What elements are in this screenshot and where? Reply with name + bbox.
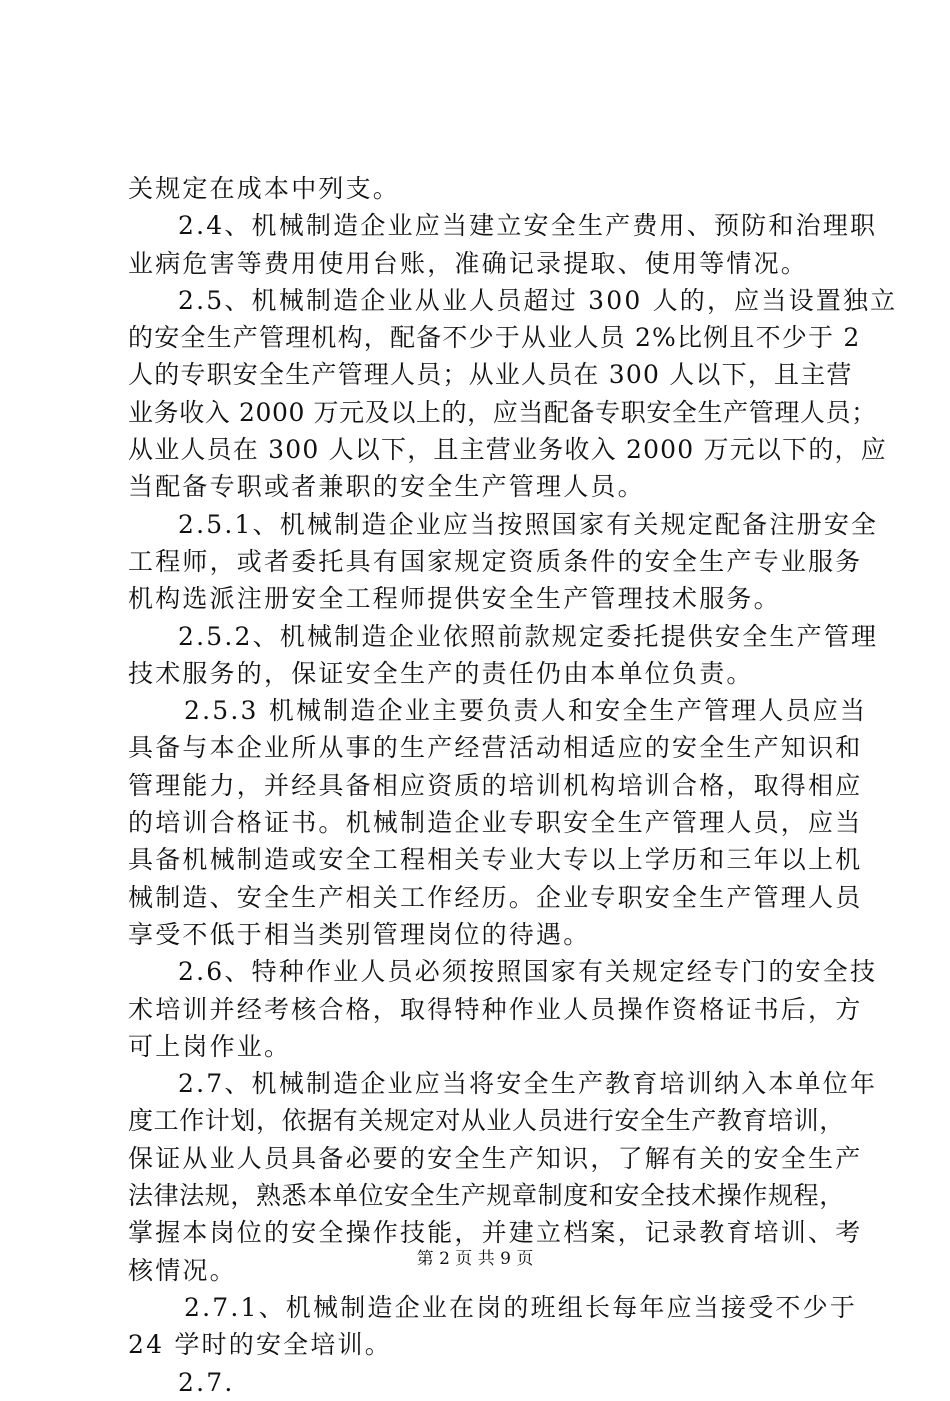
text-line: 关规定在成本中列支。 — [128, 174, 401, 203]
text-line: 管理能力，并经具备相应资质的培训机构培训合格，取得相应 — [128, 770, 863, 800]
page-number-footer: 第 2 页 共 9 页 — [416, 1249, 534, 1269]
text-line: 的培训合格证书。机械制造企业专职安全生产管理人员，应当 — [128, 808, 863, 838]
text-line: 技术服务的，保证安全生产的责任仍由本单位负责。 — [128, 658, 754, 688]
text-line: 械制造、安全生产相关工作经历。企业专职安全生产管理人员 — [128, 882, 863, 912]
text-line: 24 学时的安全培训。 — [128, 1330, 392, 1360]
text-line: 2.7. — [178, 1367, 235, 1397]
text-line: 2.6、特种作业人员必须按照国家有关规定经专门的安全技 — [178, 957, 878, 987]
text-line: 2.7、机械制造企业应当将安全生产教育培训纳入本单位年 — [178, 1069, 878, 1099]
text-line: 2.5.2、机械制造企业依照前款规定委托提供安全生产管理 — [178, 621, 879, 651]
document-body — [128, 170, 898, 1401]
text-line: 享受不低于相当类别管理岗位的待遇。 — [128, 919, 591, 949]
text-line: 可上岗作业。 — [128, 1031, 292, 1061]
text-line: 2.5、机械制造企业从业人员超过 300 人的，应当设置独立 — [178, 285, 898, 315]
text-line: 掌握本岗位的安全操作技能，并建立档案，记录教育培训、考 — [128, 1218, 863, 1248]
text-line: 人的专职安全生产管理人员；从业人员在 300 人以下，且主营 — [128, 360, 853, 390]
text-line: 保证从业人员具备必要的安全生产知识，了解有关的安全生产 — [128, 1143, 863, 1173]
text-line: 法律法规，熟悉本单位安全生产规章制度和安全技术操作规程， — [128, 1181, 845, 1211]
text-line: 机构选派注册安全工程师提供安全生产管理技术服务。 — [128, 584, 781, 614]
text-line: 的安全生产管理机构，配备不少于从业人员 2%比例且不少于 2 — [128, 323, 861, 353]
text-line: 具备机械制造或安全工程相关专业大专以上学历和三年以上机 — [128, 845, 863, 875]
text-line: 业务收入 2000 万元及以上的，应当配备专职安全生产管理人员； — [128, 397, 877, 427]
text-line: 2.7.1、机械制造企业在岗的班组长每年应当接受不少于 — [184, 1292, 858, 1322]
text-line: 2.5.3 机械制造企业主要负责人和安全生产管理人员应当 — [184, 696, 868, 726]
text-line: 2.5.1、机械制造企业应当按照国家有关规定配备注册安全 — [178, 509, 879, 539]
text-line: 术培训并经考核合格，取得特种作业人员操作资格证书后，方 — [128, 994, 863, 1024]
text-line: 业病危害等费用使用台账，准确记录提取、使用等情况。 — [128, 248, 809, 278]
text-line: 当配备专职或者兼职的安全生产管理人员。 — [128, 472, 645, 502]
text-line: 从业人员在 300 人以下，且主营业务收入 2000 万元以下的，应 — [128, 435, 887, 465]
text-line: 度工作计划，依据有关规定对从业人员进行安全生产教育培训， — [128, 1106, 845, 1136]
text-line: 核情况。 — [128, 1255, 237, 1285]
text-line: 2.4、机械制造企业应当建立安全生产费用、预防和治理职 — [178, 211, 878, 241]
text-line: 具备与本企业所从事的生产经营活动相适应的安全生产知识和 — [128, 733, 863, 763]
text-line: 工程师，或者委托具有国家规定资质条件的安全生产专业服务 — [128, 546, 863, 576]
